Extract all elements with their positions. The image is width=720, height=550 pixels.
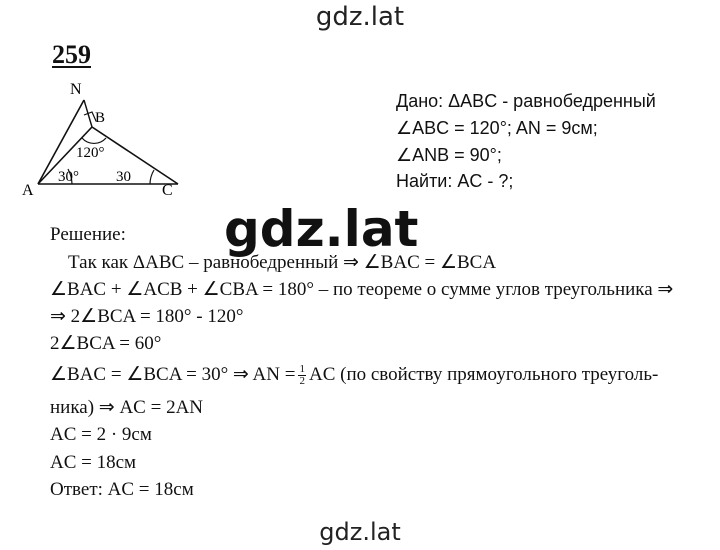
- given-line-1: Дано: ΔABC - равнобедренный: [396, 91, 656, 111]
- triangle-figure: [20, 82, 190, 202]
- solution-heading: Решение:: [50, 224, 126, 245]
- angle-c-arc: [150, 170, 154, 184]
- solution-line-6: ника) ⇒ AC = 2AN: [50, 397, 204, 418]
- problem-number: 259: [52, 40, 91, 69]
- fraction-one-half: [298, 364, 306, 387]
- label-b: B: [95, 110, 106, 126]
- angle-a-value: 30°: [58, 169, 79, 185]
- site-header: gdz.lat: [315, 2, 405, 32]
- label-c: C: [162, 182, 173, 199]
- angle-b-arc: [82, 138, 106, 143]
- side-bc: [92, 127, 178, 184]
- solution-line-2: ∠BAC + ∠ACB + ∠CBA = 180° – по теореме о сумме углов треугольника ⇒: [50, 279, 674, 300]
- watermark: gdz.lat: [224, 200, 419, 258]
- fraction-numerator: 1: [299, 363, 305, 376]
- given-line-4: Найти: AC - ?;: [396, 171, 514, 191]
- solution-line-5: [50, 363, 658, 387]
- answer-line: Ответ: AC = 18см: [50, 479, 194, 500]
- solution-line-7: AC = 2 · 9см: [50, 424, 152, 445]
- fraction-denominator: 2: [299, 375, 305, 388]
- solution-line-1: Так как ΔABC – равнобедренный ⇒ ∠BAC = ∠BCA: [68, 252, 497, 273]
- solution-line-4: 2∠BCA = 60°: [50, 333, 162, 354]
- label-a: A: [22, 182, 34, 199]
- solution-line-3: ⇒ 2∠BCA = 180° - 120°: [50, 306, 244, 327]
- solution-line-5-start: ∠BAC = ∠BCA = 30° ⇒ AN =: [50, 364, 296, 385]
- solution-line-5-end: AC (по свойству прямоугольного треуголь-: [308, 364, 659, 385]
- angle-b-value: 120°: [76, 145, 105, 161]
- label-n: N: [70, 82, 82, 98]
- site-footer: gdz.lat: [319, 518, 401, 546]
- given-line-3: ∠ANB = 90°;: [396, 145, 502, 165]
- solution-line-8: AC = 18см: [50, 452, 137, 473]
- angle-c-value: 30: [116, 169, 131, 185]
- given-line-2: ∠ABC = 120°; AN = 9см;: [396, 118, 598, 138]
